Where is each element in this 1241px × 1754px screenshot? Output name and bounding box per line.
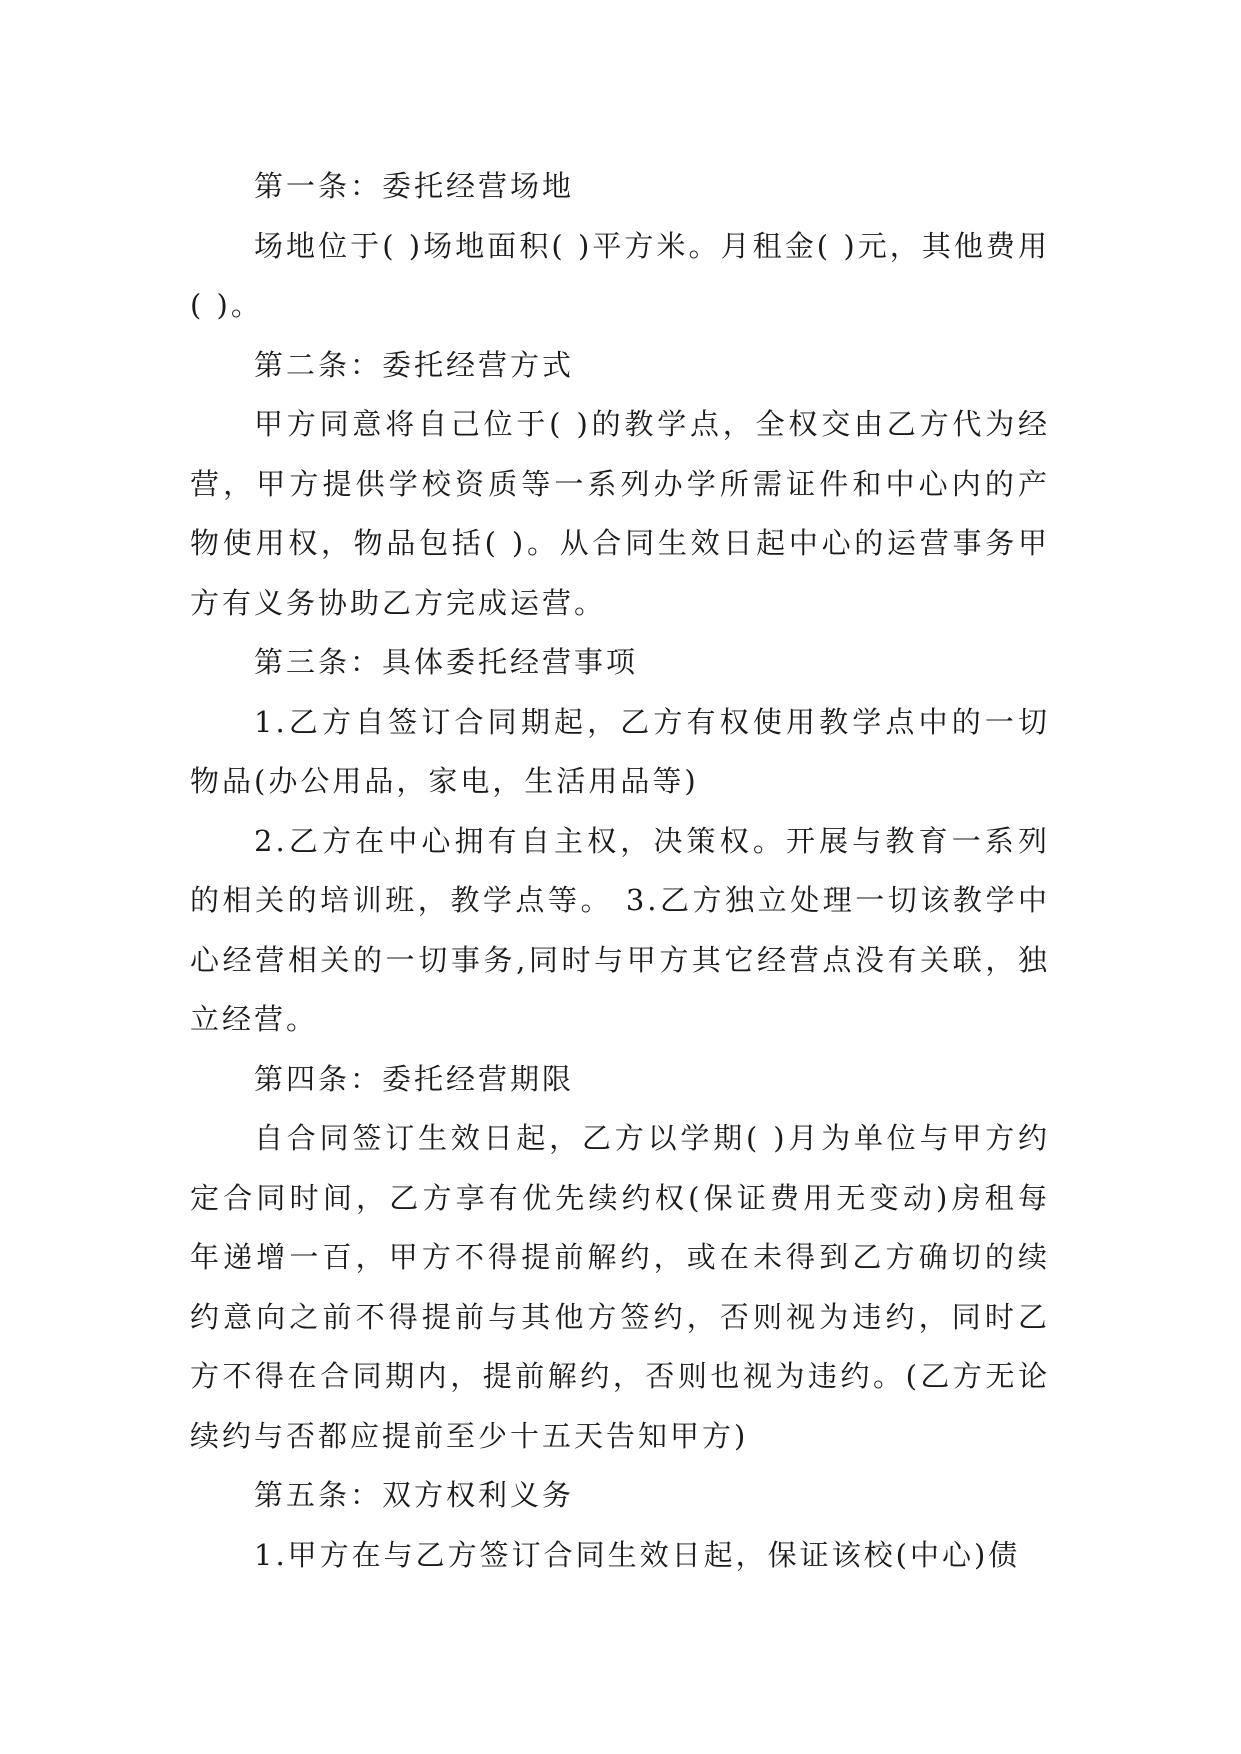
article-5-heading: 第五条：双方权利义务 (254, 1478, 575, 1512)
article-1-heading: 第一条：委托经营场地 (254, 169, 575, 203)
article-3-item-1: 1.乙方自签订合同期起，乙方有权使用教学点中的一切物品(办公用品，家电，生活用品等) (190, 704, 1050, 798)
article-1-text: 场地位于( )场地面积( )平方米。月租金( )元，其他费用( )。 (190, 228, 1050, 322)
article-5-item-1: 1.甲方在与乙方签订合同生效日起，保证该校(中心)债 (254, 1537, 1021, 1572)
article-3-item-2: 2.乙方在中心拥有自主权，决策权。开展与教育一系列的相关的培训班，教学点等。 3.乙方独立处理一切该教学中心经营相关的一切事务,同时与甲方其它经营点没有关联，独立经营。 (190, 823, 1050, 1036)
article-2-text: 甲方同意将自己位于( )的教学点，全权交由乙方代为经营，甲方提供学校资质等一系列办学所需证件和中心内的产物使用权，物品包括( )。从合同生效日起中心的运营事务甲方有义务协助乙方完成运营。 (190, 407, 1050, 620)
article-4-heading: 第四条：委托经营期限 (254, 1061, 575, 1096)
article-2-heading: 第二条：委托经营方式 (254, 347, 575, 382)
article-3-heading: 第三条：具体委托经营事项 (254, 645, 639, 679)
article-4-text: 自合同签订生效日起，乙方以学期( )月为单位与甲方约定合同时间，乙方享有优先续约权(保证费用无变动)房租每年递增一百，甲方不得提前解约，或在未得到乙方确切的续约意向之前不得提前与其他方签约，否则视为违约，同时乙方不得在合同期内，提前解约，否则也视为违约。(乙方无论续约与否都应提前至少十五天告知甲方) (190, 1121, 1050, 1453)
document-body (190, 157, 1050, 1585)
